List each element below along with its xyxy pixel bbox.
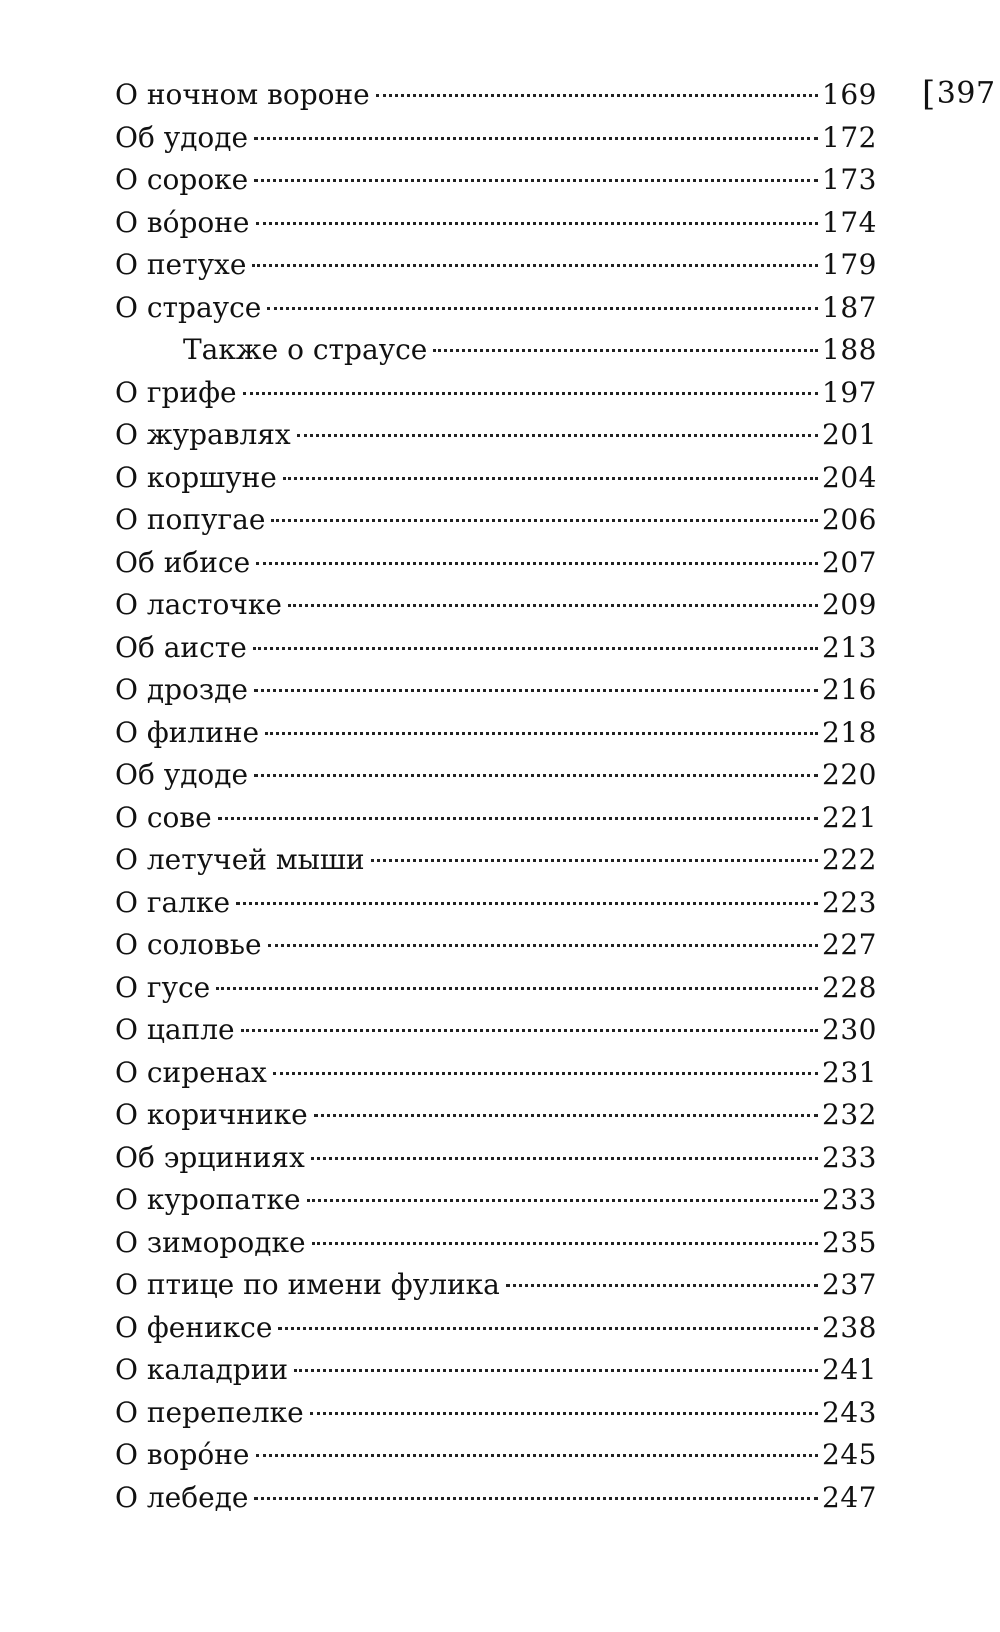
toc-entry-page: 218 [822,715,877,749]
toc-entry [115,882,877,925]
toc-entry-title: О гусе [115,970,211,1004]
toc-entry [115,1477,877,1520]
toc-entry-dot-leader [254,774,818,777]
page-number-value: 397 [936,76,996,111]
toc-entry [115,1392,877,1435]
toc-entry [115,1434,877,1477]
toc-entry-page: 241 [822,1353,877,1386]
toc-entry-title: О ворóне [115,1438,250,1471]
toc-entry-title: О петухе [115,248,247,281]
toc-entry-dot-leader [254,137,818,140]
toc-entry-page: 174 [822,205,877,239]
toc-entry-dot-leader [314,1114,818,1117]
toc-entry-page: 228 [822,970,877,1004]
toc-entry-title: О фениксе [115,1310,273,1344]
toc-entry [115,74,877,117]
toc-entry [115,244,877,287]
toc-entry-dot-leader [283,477,818,480]
toc-entry-page: 169 [822,78,877,111]
toc-entry-title: О коршуне [115,460,277,494]
toc-entry-title: О птице по имени фулика [115,1268,500,1301]
toc-entry [115,457,877,500]
toc-entry-dot-leader [294,1369,818,1372]
toc-entry-dot-leader [254,1497,818,1500]
toc-entry-title: О вóроне [115,205,250,239]
table-of-contents [115,74,877,1519]
toc-entry-dot-leader [216,987,818,990]
toc-entry-dot-leader [265,732,818,735]
toc-entry-page: 187 [822,290,877,324]
toc-entry [115,1137,877,1180]
toc-entry-page: 230 [822,1013,877,1046]
toc-entry-page: 197 [822,375,877,409]
toc-entry-page: 207 [822,545,877,579]
toc-entry [115,1222,877,1265]
toc-entry-title: Об удоде [115,758,249,791]
page-number-bracket: [ [922,74,936,114]
toc-entry [115,967,877,1010]
toc-entry-title: О коричнике [115,1098,308,1131]
toc-entry-dot-leader [243,392,818,395]
toc-entry-page: 231 [822,1055,877,1089]
toc-entry-page: 243 [822,1395,877,1429]
toc-entry-page: 172 [822,120,877,154]
toc-entry-title: О страусе [115,290,262,324]
toc-entry-page: 233 [822,1183,877,1216]
toc-entry-dot-leader [236,902,818,905]
toc-entry-dot-leader [273,1072,818,1075]
toc-entry [115,712,877,755]
toc-entry-title: О цапле [115,1013,235,1046]
toc-entry [115,117,877,160]
toc-entry [115,839,877,882]
toc-entry-dot-leader [268,944,818,947]
toc-entry-dot-leader [376,94,818,97]
toc-entry-dot-leader [256,1454,819,1457]
toc-entry-title: О зимородке [115,1225,306,1259]
toc-entry-dot-leader [310,1412,818,1415]
toc-entry-title: О каладрии [115,1353,289,1386]
toc-entry [115,584,877,627]
toc-entry-title: О летучей мыши [115,843,365,876]
toc-entry-dot-leader [252,264,818,267]
toc-entry [115,202,877,245]
toc-entry-page: 204 [822,460,877,494]
toc-entry-dot-leader [288,604,818,607]
toc-entry-dot-leader [433,349,818,352]
toc-entry-dot-leader [278,1327,818,1330]
toc-entry-title: О ласточке [115,588,282,621]
toc-entry-page: 173 [822,163,877,196]
toc-entry-title: О грифе [115,375,237,409]
toc-entry-dot-leader [241,1029,818,1032]
toc-entry-page: 247 [822,1480,877,1514]
toc-entry-page: 179 [822,248,877,281]
toc-entry-dot-leader [506,1284,818,1287]
toc-entry-dot-leader [256,562,818,565]
toc-entry-page: 227 [822,928,877,961]
toc-entry [115,754,877,797]
toc-entry-title: О перепелке [115,1395,304,1429]
toc-entry [115,797,877,840]
toc-entry-dot-leader [307,1199,819,1202]
toc-entry-page: 188 [822,333,877,366]
toc-entry [115,1349,877,1392]
toc-entry-page: 232 [822,1098,877,1131]
toc-entry-title: Также о страусе [183,333,428,366]
toc-entry [115,669,877,712]
toc-entry-title: О куропатке [115,1183,301,1216]
toc-entry-title: О галке [115,885,231,919]
toc-entry [115,1179,877,1222]
toc-entry-dot-leader [267,307,818,310]
toc-entry-title: О сове [115,800,212,834]
toc-entry-title: О сороке [115,163,249,196]
toc-entry-dot-leader [271,519,818,522]
toc-entry-dot-leader [256,222,819,225]
toc-entry-dot-leader [253,647,818,650]
toc-entry-page: 233 [822,1140,877,1174]
toc-entry-page: 220 [822,758,877,791]
toc-entry-page: 213 [822,630,877,664]
toc-entry-title: Об эрциниях [115,1140,305,1174]
toc-entry-dot-leader [254,689,818,692]
toc-entry-page: 238 [822,1310,877,1344]
toc-entry-dot-leader [254,179,818,182]
toc-entry-page: 216 [822,673,877,706]
toc-entry-page: 209 [822,588,877,621]
toc-entry-title: О лебеде [115,1480,249,1514]
toc-entry-title: О журавлях [115,418,291,451]
toc-entry-page: 221 [822,800,877,834]
toc-entry-title: О сиренах [115,1055,267,1089]
toc-entry-title: О ночном вороне [115,78,370,111]
toc-entry [115,159,877,202]
toc-entry-title: О дрозде [115,673,248,706]
page-number [922,74,996,114]
toc-entry [115,627,877,670]
toc-entry-title: О соловье [115,928,262,961]
toc-entry [115,1094,877,1137]
toc-entry-title: Об ибисе [115,545,251,579]
toc-entry-dot-leader [312,1242,819,1245]
toc-entry-dot-leader [218,817,818,820]
toc-entry [115,1264,877,1307]
toc-entry-page: 206 [822,503,877,536]
toc-entry [115,414,877,457]
toc-entry-page: 223 [822,885,877,919]
toc-entry-dot-leader [311,1157,818,1160]
toc-entry [115,1009,877,1052]
toc-entry-title: Об удоде [115,120,249,154]
toc-entry-dot-leader [297,434,818,437]
toc-entry [115,1052,877,1095]
toc-entry [115,372,877,415]
toc-entry-page: 222 [822,843,877,876]
toc-entry-page: 237 [822,1268,877,1301]
toc-entry [115,1307,877,1350]
toc-entry [115,924,877,967]
toc-entry [115,287,877,330]
toc-entry-title: Об аисте [115,630,247,664]
toc-entry-dot-leader [371,859,818,862]
toc-entry-page: 201 [822,418,877,451]
toc-entry-title: О филине [115,715,260,749]
toc-entry [115,329,877,372]
toc-entry-title: О попугае [115,503,266,536]
toc-entry [115,499,877,542]
toc-entry-page: 245 [822,1438,877,1471]
toc-entry-page: 235 [822,1225,877,1259]
toc-entry [115,542,877,585]
